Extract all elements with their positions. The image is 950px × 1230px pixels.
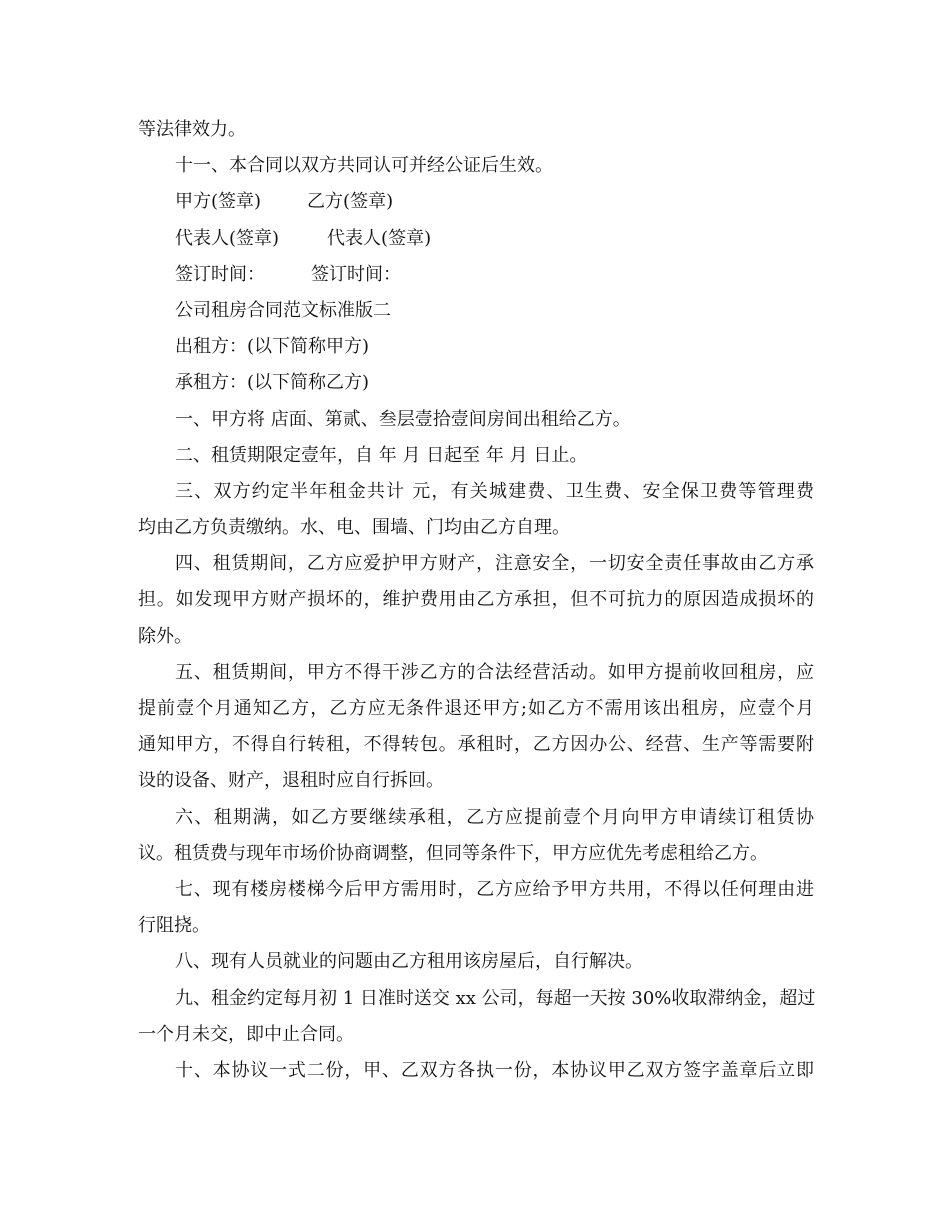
text-line: 等法律效力。 (138, 119, 246, 140)
clause-line: 通知甲方，不得自行转租，不得转包。承租时，乙方因办公、经营、生产等需要附 (138, 734, 814, 756)
lessor-line: 出租方：(以下简称甲方) (175, 336, 370, 358)
party-b-signature-label: 乙方(签章) (307, 191, 394, 213)
clause-line: 一、甲方将 店面、第贰、叁层壹拾壹间房间出租给乙方。 (175, 408, 631, 430)
party-b-signing-date-label: 签订时间： (311, 263, 401, 285)
clause-line: 二、租赁期限定壹年，自 年 月 日起至 年 月 日止。 (175, 444, 588, 466)
clause-line: 十、本协议一式二份，甲、乙双方各执一份，本协议甲乙双方签字盖章后立即 (175, 1059, 814, 1081)
clause-line: 九、租金约定每月初 1 日准时送交 xx 公司，每超一天按 30%收取滞纳金，超过 (175, 987, 816, 1009)
clause-line: 七、现有楼房楼梯今后甲方需用时，乙方应给予甲方共用，不得以任何理由进 (175, 878, 814, 900)
clause-line: 设的设备、财产，退租时应自行拆回。 (138, 770, 444, 792)
clause-line: 行阻挠。 (138, 915, 210, 937)
clause-line: 六、租期满，如乙方要继续承租，乙方应提前壹个月向甲方申请续订租赁协 (175, 806, 814, 828)
section-title: 公司租房合同范文标准版二 (175, 299, 391, 321)
clause-line: 除外。 (138, 625, 192, 647)
signature-row-representative (138, 221, 814, 257)
clause-line: 均由乙方负责缴纳。水、电、围墙、门均由乙方自理。 (138, 517, 570, 539)
clause-line: 五、租赁期间，甲方不得干涉乙方的合法经营活动。如甲方提前收回租房，应 (175, 661, 814, 683)
signature-row-date (138, 257, 814, 293)
clause-line: 担。如发现甲方财产损坏的，维护费用由乙方承担，但不可抗力的原因造成损坏的 (138, 589, 814, 611)
clause-line: 三、双方约定半年租金共计 元，有关城建费、卫生费、安全保卫费等管理费 (175, 480, 814, 502)
party-a-representative-label: 代表人(签章) (175, 227, 280, 249)
text-line: 十一、本合同以双方共同认可并经公证后生效。 (175, 155, 553, 177)
clause-line: 八、现有人员就业的问题由乙方租用该房屋后，自行解决。 (175, 951, 643, 973)
clause-line: 议。租赁费与现年市场价协商调整，但同等条件下，甲方应优先考虑租给乙方。 (138, 842, 768, 864)
clause-line: 提前壹个月通知乙方，乙方应无条件退还甲方;如乙方不需用该出租房，应壹个月 (138, 698, 814, 719)
clause-line: 四、租赁期间，乙方应爱护甲方财产，注意安全，一切安全责任事故由乙方承 (175, 553, 814, 575)
lessee-line: 承租方：(以下简称乙方) (175, 372, 370, 394)
party-a-signature-label: 甲方(签章) (175, 191, 262, 213)
signature-row-party (138, 184, 814, 220)
party-b-representative-label: 代表人(签章) (327, 227, 432, 249)
document-body (138, 112, 814, 1089)
party-a-signing-date-label: 签订时间： (175, 263, 265, 285)
clause-line: 一个月未交，即中止合同。 (138, 1023, 354, 1045)
